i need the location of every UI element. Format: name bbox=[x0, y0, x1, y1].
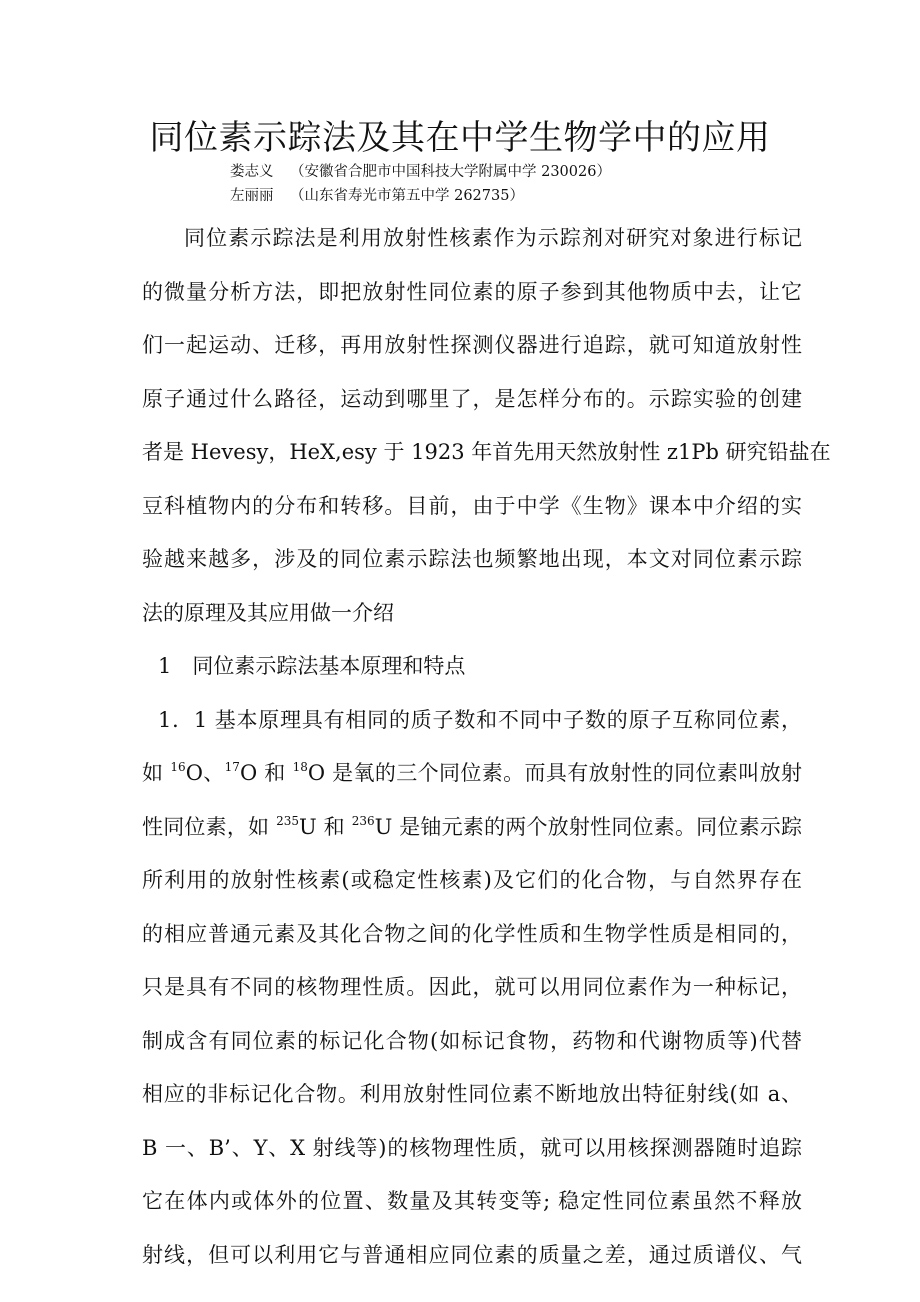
author-affiliation: （山东省寿光市第五中学 262735） bbox=[290, 188, 524, 204]
isotope-mass-number: 17 bbox=[224, 760, 240, 774]
author-name: 左丽丽 bbox=[230, 188, 274, 204]
author-name: 娄志义 bbox=[230, 164, 274, 180]
isotope-mass-number: 18 bbox=[292, 760, 308, 774]
section-heading: 1 同位素示踪法基本原理和特点 bbox=[158, 654, 466, 678]
text-run: 性同位素，如 bbox=[142, 814, 277, 839]
page-title: 同位素示踪法及其在中学生物学中的应用 bbox=[149, 118, 771, 158]
paragraph-line: 只是具有不同的核物理性质。因此，就可以用同位素作为一种标记， bbox=[142, 975, 802, 999]
paragraph-line: 同位素示踪法是利用放射性核素作为示踪剂对研究对象进行标记 bbox=[184, 226, 802, 250]
text-run: U 是铀元素的两个放射性同位素。同位素示踪 bbox=[374, 814, 802, 839]
paragraph-line: 法的原理及其应用做一介绍 bbox=[142, 600, 394, 625]
text-run: O 和 bbox=[239, 761, 293, 785]
text-run: 如 bbox=[142, 761, 171, 785]
paragraph-line: 1．1 基本原理具有相同的质子数和不同中子数的原子互称同位素， bbox=[158, 707, 802, 732]
paragraph-line: 者是 Hevesy，HeX,esy 于 1923 年首先用天然放射性 z1Pb 研究铅盐在 bbox=[142, 440, 831, 464]
paragraph-line: 们一起运动、迁移，再用放射性探测仪器进行追踪，就可知道放射性 bbox=[142, 333, 802, 357]
paragraph-line: 的相应普通元素及其化合物之间的化学性质和生物学性质是相同的， bbox=[142, 921, 802, 946]
text-run: O、 bbox=[185, 761, 225, 785]
paragraph-line: 制成含有同位素的标记化合物(如标记食物，药物和代谢物质等)代替 bbox=[142, 1028, 802, 1053]
article-body bbox=[142, 212, 831, 1282]
paragraph-line: 原子通过什么路径，运动到哪里了，是怎样分布的。示踪实验的创建 bbox=[142, 386, 802, 411]
paragraph-line: 验越来越多，涉及的同位素示踪法也频繁地出现，本文对同位素示踪 bbox=[142, 547, 802, 571]
paragraph-line: B 一、B’、Y、X 射线等)的核物理性质，就可以用核探测器随时追踪 bbox=[142, 1135, 802, 1160]
paragraph-line: 射线，但可以利用它与普通相应同位素的质量之差，通过质谱仪、气 bbox=[142, 1242, 802, 1267]
paragraph-line: 的微量分析方法，即把放射性同位素的原子参到其他物质中去，让它 bbox=[142, 279, 802, 304]
isotope-mass-number: 236 bbox=[351, 813, 375, 828]
author-affiliation: （安徽省合肥市中国科技大学附属中学 230026） bbox=[290, 164, 611, 180]
paragraph-line: 它在体内或体外的位置、数量及其转变等; 稳定性同位素虽然不释放 bbox=[142, 1189, 802, 1213]
paragraph-line: 豆科植物内的分布和转移。目前，由于中学《生物》课本中介绍的实 bbox=[142, 493, 802, 518]
paragraph-line: 所利用的放射性核素(或稳定性核素)及它们的化合物，与自然界存在 bbox=[142, 868, 802, 892]
paragraph-line: 相应的非标记化合物。利用放射性同位素不断地放出特征射线(如 a、 bbox=[142, 1082, 802, 1106]
isotope-mass-number: 16 bbox=[170, 760, 186, 774]
text-run: U 和 bbox=[299, 814, 352, 839]
paragraph-line bbox=[142, 747, 802, 801]
author-line bbox=[230, 185, 524, 207]
isotope-mass-number: 235 bbox=[276, 813, 300, 828]
text-run: O 是氧的三个同位素。而具有放射性的同位素叫放射 bbox=[307, 761, 802, 785]
paragraph-line bbox=[142, 801, 802, 855]
author-line bbox=[230, 161, 611, 183]
